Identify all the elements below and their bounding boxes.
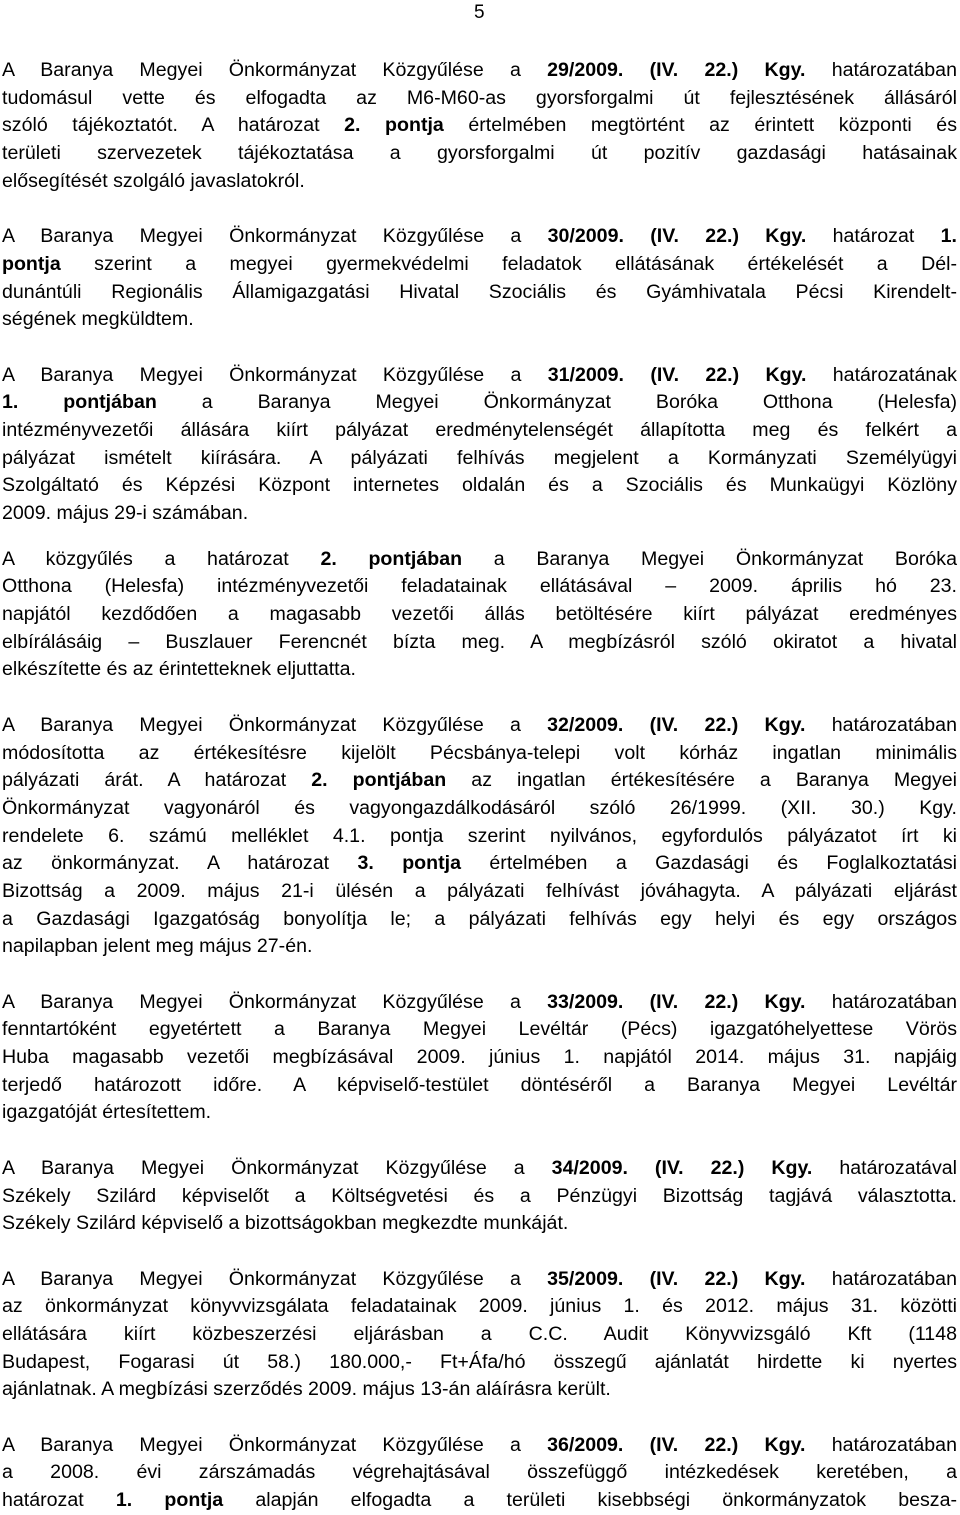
text-line [2, 306, 957, 334]
text-line [2, 573, 957, 601]
bold-text: 31/2009. (IV. 22.) Kgy. [547, 363, 807, 386]
paragraph-spacer [2, 684, 957, 712]
text-segment: igazgatóját értesítettem. [2, 1101, 212, 1124]
text-segment: ségének megküldtem. [2, 308, 194, 331]
text-line [2, 389, 957, 417]
text-segment: határozatában [805, 1433, 957, 1456]
text-segment: Székely Szilárd képviselő a bizottságokban megkezdte munkáját. [2, 1212, 569, 1235]
text-line [2, 1155, 957, 1183]
text-line [2, 1293, 957, 1321]
text-line [2, 1349, 957, 1377]
bold-text: 36/2009. (IV. 22.) Kgy. [547, 1433, 806, 1456]
paragraph [2, 712, 957, 961]
bold-text: 33/2009. (IV. 22.) Kgy. [547, 990, 806, 1013]
text-line [2, 362, 957, 390]
text-segment: Önkormányzat vagyonáról és vagyongazdálkodásáról szóló 26/1999. (XII. 30.) Kgy. [2, 796, 957, 819]
text-segment: napilapban jelent meg május 27-én. [2, 935, 313, 958]
text-segment: elkészítette és az érintetteknek eljuttatta. [2, 658, 356, 681]
text-line [2, 906, 957, 934]
text-line [2, 933, 957, 961]
text-segment: A Baranya Megyei Önkormányzat Közgyűlése a [2, 225, 548, 248]
text-segment: rendelete 6. számú melléklet 4.1. pontja szerint nyilvános, egyfordulós pályázatot írt ki [2, 824, 957, 847]
text-line [2, 823, 957, 851]
text-segment: a Baranya Megyei Önkormányzat Boróka Otthona (Helesfa) [156, 391, 957, 414]
text-segment: Huba magasabb vezetői megbízásával 2009. június 1. napjától 2014. május 31. napjáig [2, 1046, 957, 1069]
bold-text: 2. pontjában [311, 769, 447, 792]
text-line [2, 168, 957, 196]
text-line [2, 112, 957, 140]
text-segment: területi szervezetek tájékoztatása a gyorsforgalmi út pozitív gazdasági hatásainak [2, 142, 957, 165]
paragraph-spacer [2, 528, 957, 546]
text-segment: Szolgáltató és Képzési Központ internetes oldalán és a Szociális és Munkaügyi Közlöny [2, 474, 957, 497]
text-segment: elősegítését szolgáló javaslatokról. [2, 169, 305, 192]
text-line [2, 1183, 957, 1211]
text-line [2, 1432, 957, 1460]
text-line [2, 500, 957, 528]
paragraph [2, 57, 957, 195]
text-segment: A Baranya Megyei Önkormányzat Közgyűlése a [2, 990, 548, 1013]
text-segment: értelmében megtörtént az érintett központi és [443, 114, 957, 137]
text-line [2, 795, 957, 823]
text-line [2, 740, 957, 768]
paragraph [2, 362, 957, 528]
text-line [2, 1487, 957, 1515]
text-line [2, 656, 957, 684]
bold-text: 1. pontjában [2, 391, 157, 414]
text-segment: pályázat ismételt kiírására. A pályázati felhívás megjelent a Kormányzati Személyügyi [2, 446, 957, 469]
text-line [2, 601, 957, 629]
text-segment: határozat [806, 225, 941, 248]
text-line [2, 1072, 957, 1100]
paragraph-spacer [2, 1404, 957, 1432]
text-segment: a Gazdasági Igazgatóság bonyolítja le; a pályázati felhívás egy helyi és egy országos [2, 907, 957, 930]
text-segment: Otthona (Helesfa) intézményvezetői feladatainak ellátásával – 2009. április hó 23. [2, 575, 957, 598]
bold-text: 1. pontja [115, 1489, 224, 1512]
paragraph-spacer [2, 195, 957, 223]
text-segment: határozatában [805, 1267, 957, 1290]
text-segment: Bizottság a 2009. május 21-i ülésén a pályázati felhívást jóváhagyta. A pályázati eljárást [2, 879, 957, 902]
text-segment: a Baranya Megyei Önkormányzat Boróka [462, 547, 958, 570]
bold-text: 3. pontja [357, 852, 461, 875]
text-line [2, 878, 957, 906]
text-segment: fenntartóként egyetértett a Baranya Megyei Levéltár (Pécs) igazgatóhelyettese Vörös [2, 1018, 957, 1041]
text-line [2, 1266, 957, 1294]
text-line [2, 1044, 957, 1072]
text-line [2, 850, 957, 878]
text-segment: A Baranya Megyei Önkormányzat Közgyűlése a [2, 713, 548, 736]
text-line [2, 472, 957, 500]
text-segment: Budapest, Fogarasi út 58.) 180.000,- Ft+Áfa/hó összegű ajánlatát hirdette ki nyertes [2, 1350, 957, 1373]
paragraph [2, 546, 957, 684]
paragraph [2, 1266, 957, 1404]
text-segment: A Baranya Megyei Önkormányzat Közgyűlése a [2, 59, 548, 81]
text-segment: határozatával [812, 1156, 957, 1179]
paragraph [2, 1155, 957, 1238]
text-line [2, 223, 957, 251]
text-line [2, 1376, 957, 1404]
text-segment: terjedő határozott időre. A képviselő-testület döntéséről a Baranya Megyei Levéltár [2, 1073, 957, 1096]
text-line [2, 1099, 957, 1127]
text-segment: értelmében a Gazdasági és Foglalkoztatási [460, 852, 958, 875]
paragraph-spacer [2, 961, 957, 989]
text-segment: szerint a megyei gyermekvédelmi feladatok ellátásának értékelését a Dél- [60, 252, 957, 275]
text-segment: A Baranya Megyei Önkormányzat Közgyűlése a [2, 1156, 552, 1179]
text-segment: dunántúli Regionális Államigazgatási Hivatal Szociális és Gyámhivatala Pécsi Kirendelt- [2, 280, 957, 303]
text-line [2, 1321, 957, 1349]
text-line [2, 629, 957, 657]
paragraph-spacer [2, 1127, 957, 1155]
bold-text: 29/2009. (IV. 22.) Kgy. [547, 59, 806, 81]
text-segment: tudomásul vette és elfogadta az M6-M60-as gyorsforgalmi út fejlesztésének állásáról [2, 86, 957, 109]
text-segment: 2009. május 29-i számában. [2, 502, 249, 524]
paragraph [2, 989, 957, 1127]
paragraph [2, 223, 957, 334]
text-line [2, 767, 957, 795]
text-segment: alapján elfogadta a területi kisebbségi önkormányzatok besza- [223, 1489, 958, 1512]
text-segment: intézményvezetői állására kiírt pályázat eredménytelenségét állapította meg és felkért a [2, 418, 957, 441]
text-line [2, 85, 957, 113]
text-segment: az önkormányzat. A határozat [2, 852, 358, 875]
text-line [2, 279, 957, 307]
paragraph-spacer [2, 1238, 957, 1266]
bold-text: pontja [2, 252, 61, 275]
text-segment: szóló tájékoztatót. A határozat [2, 114, 345, 137]
text-line [2, 1016, 957, 1044]
text-line [2, 445, 957, 473]
text-segment: módosította az értékesítésre kijelölt Pécsbánya-telepi volt kórház ingatlan minimális [2, 741, 957, 764]
document-body [2, 57, 957, 1515]
text-line [2, 140, 957, 168]
text-line [2, 251, 957, 279]
text-line [2, 1459, 957, 1487]
text-line [2, 712, 957, 740]
bold-text: 34/2009. (IV. 22.) Kgy. [551, 1156, 813, 1179]
text-segment: határozatában [805, 59, 957, 81]
bold-text: 1. [940, 225, 957, 248]
text-segment: ajánlatnak. A megbízási szerződés 2009. május 13-án aláírásra került. [2, 1378, 611, 1401]
text-segment: az önkormányzat könyvvizsgálata feladatainak 2009. június 1. és 2012. május 31. közötti [2, 1295, 957, 1318]
text-segment: pályázati árát. A határozat [2, 769, 312, 792]
bold-text: 2. pontjában [320, 547, 463, 570]
bold-text: 2. pontja [344, 114, 444, 137]
text-segment: határozatában [805, 990, 957, 1013]
paragraph-spacer [2, 334, 957, 362]
text-segment: ellátására kiírt közbeszerzési eljárásban a C.C. Audit Könyvvizsgáló Kft (1148 [2, 1322, 957, 1345]
page-number: 5 [474, 2, 485, 23]
text-line [2, 989, 957, 1017]
bold-text: 30/2009. (IV. 22.) Kgy. [547, 225, 807, 248]
text-segment: az ingatlan értékesítésére a Baranya Megyei [446, 769, 957, 792]
text-segment: határozat [2, 1489, 116, 1512]
text-segment: napjától kezdődően a magasabb vezetői állás betöltésére kiírt pályázat eredményes [2, 603, 957, 626]
text-line [2, 1210, 957, 1238]
bold-text: 35/2009. (IV. 22.) Kgy. [547, 1267, 806, 1290]
text-segment: határozatában [805, 713, 957, 736]
text-line [2, 417, 957, 445]
paragraph [2, 1432, 957, 1515]
text-segment: A közgyűlés a határozat [2, 547, 321, 570]
text-segment: a 2008. évi zárszámadás végrehajtásával összefüggő intézkedések keretében, a [2, 1461, 957, 1484]
text-segment: határozatának [806, 363, 957, 386]
text-line [2, 57, 957, 85]
text-line [2, 546, 957, 574]
text-segment: Székely Szilárd képviselőt a Költségvetési és a Pénzügyi Bizottság tagjává választotta. [2, 1184, 957, 1207]
text-segment: A Baranya Megyei Önkormányzat Közgyűlése a [2, 1267, 548, 1290]
text-segment: elbírálásáig – Buszlauer Ferencnét bízta meg. A megbízásról szóló okiratot a hivatal [2, 630, 957, 653]
text-segment: A Baranya Megyei Önkormányzat Közgyűlése a [2, 1433, 548, 1456]
bold-text: 32/2009. (IV. 22.) Kgy. [547, 713, 806, 736]
text-segment: A Baranya Megyei Önkormányzat Közgyűlése a [2, 363, 548, 386]
